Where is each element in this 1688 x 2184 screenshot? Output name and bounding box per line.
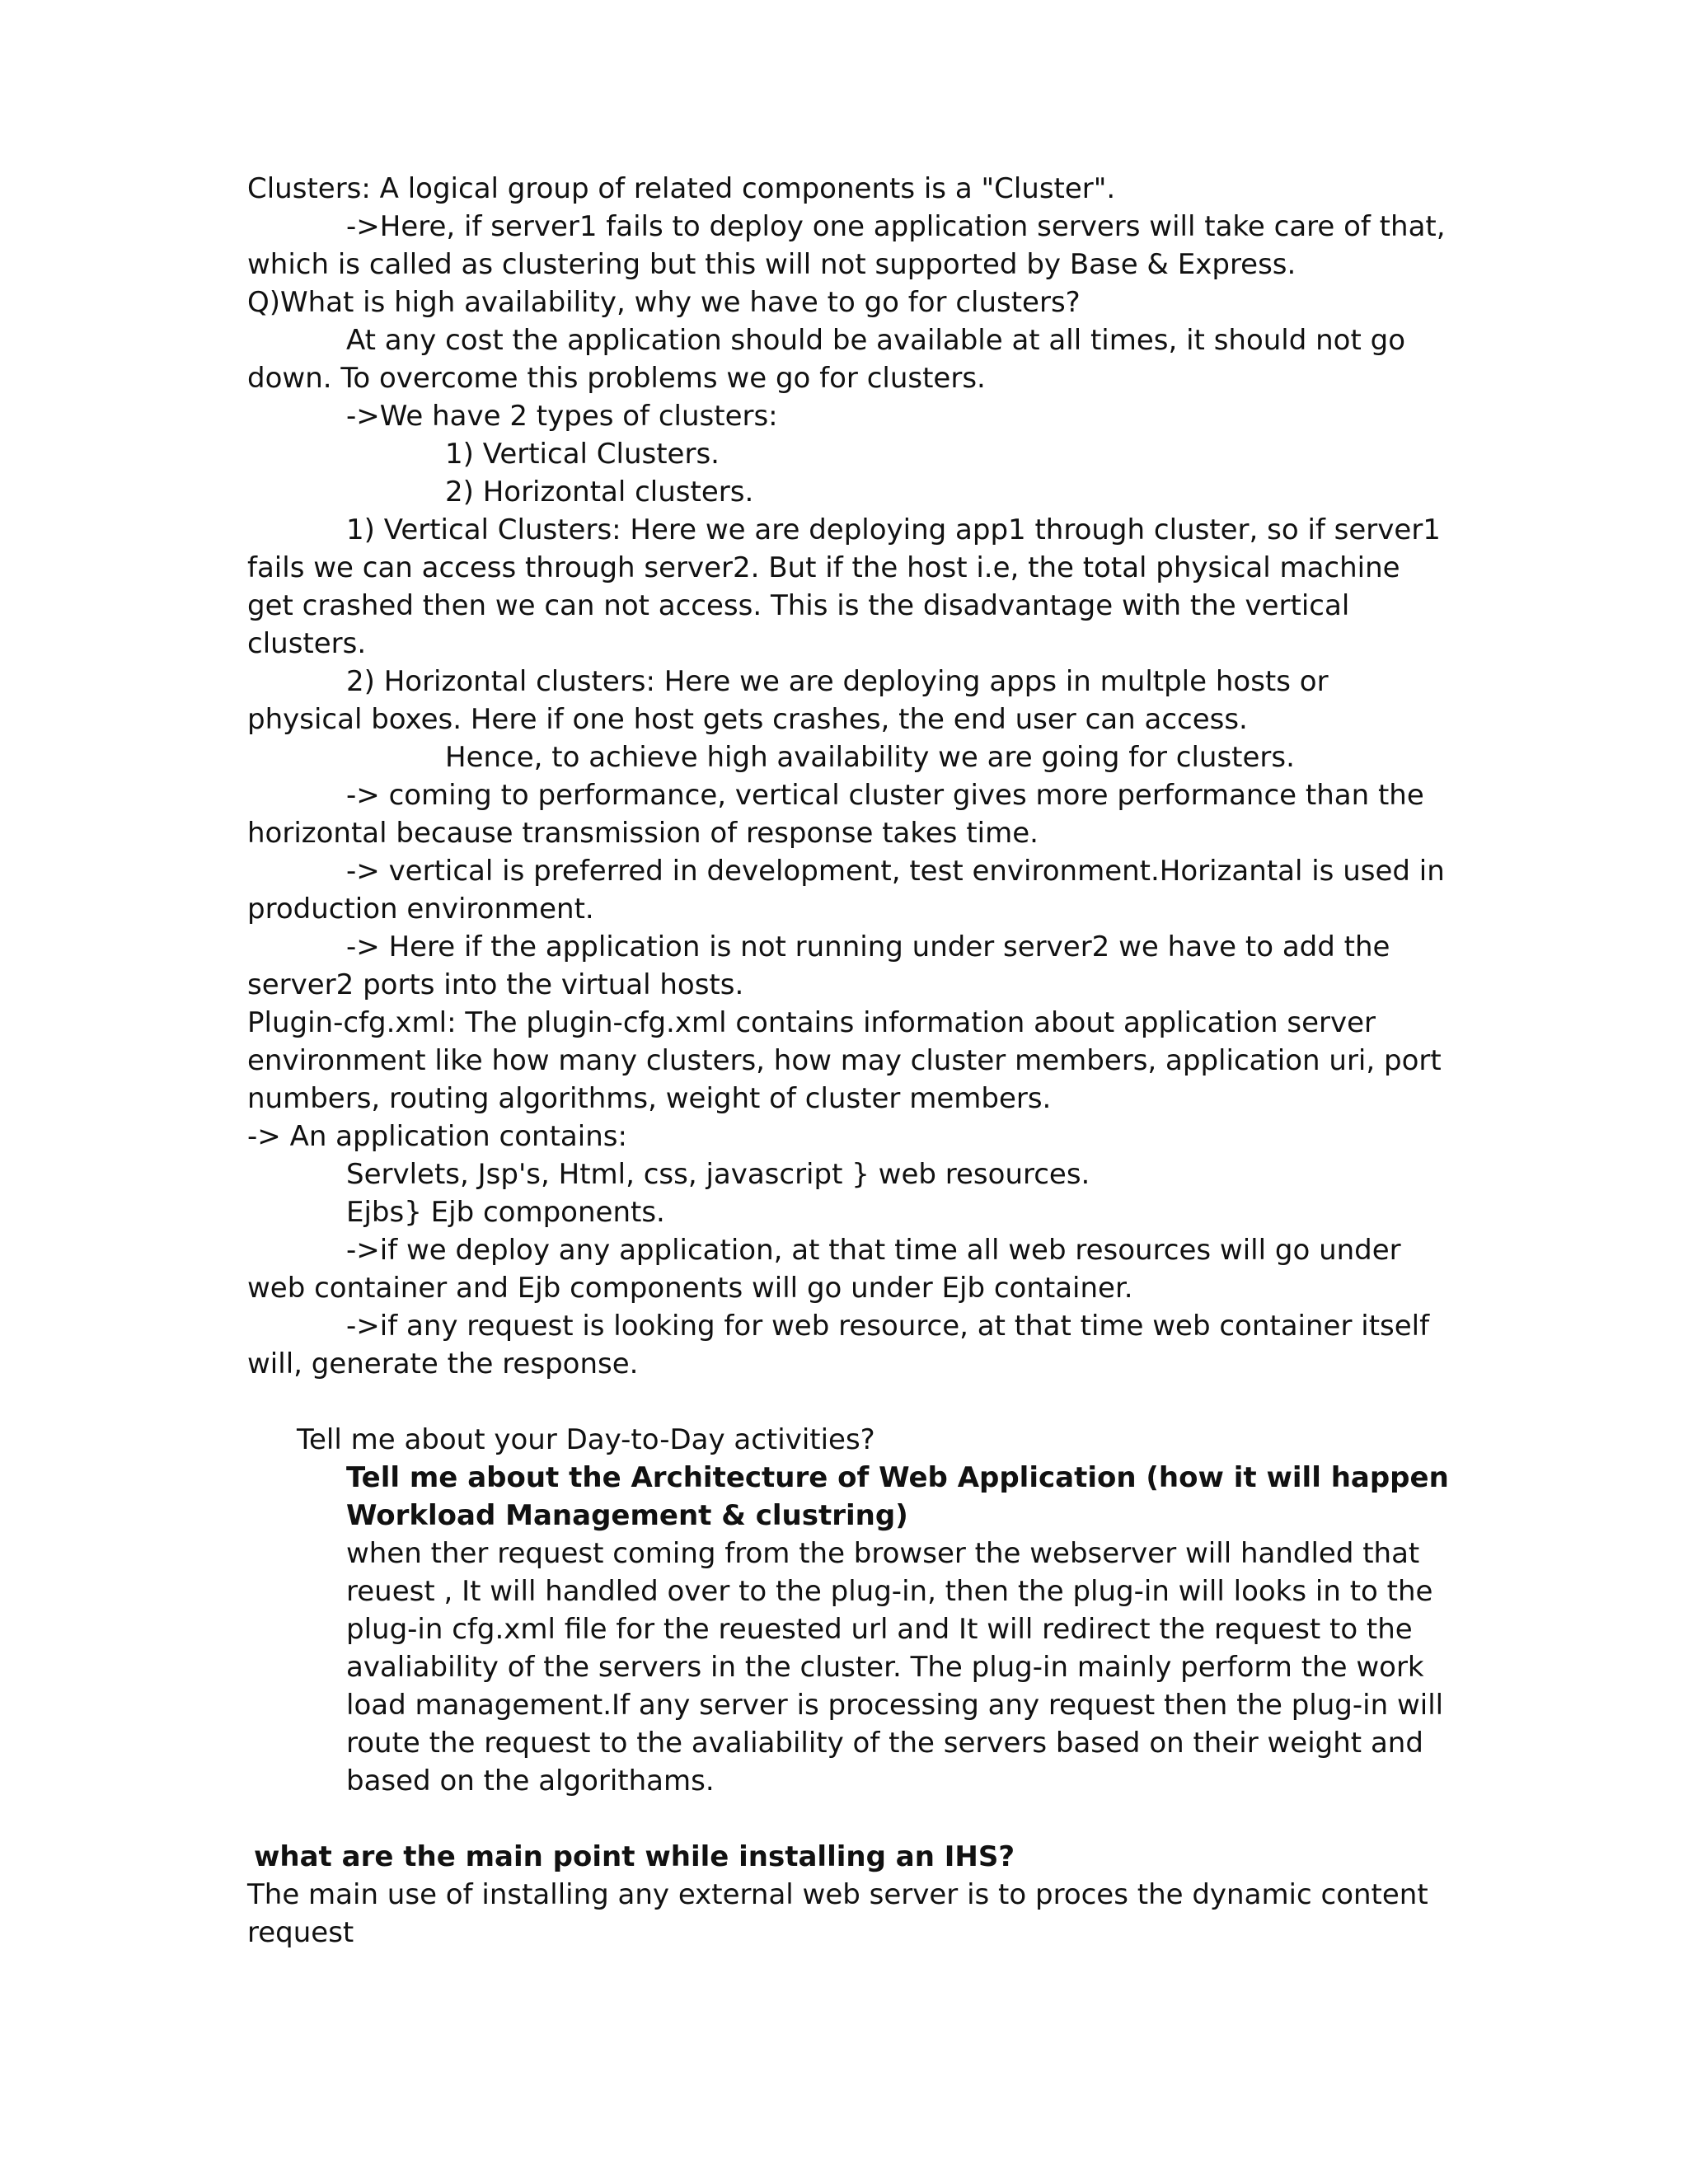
- text-line: clusters.: [247, 627, 367, 660]
- text-line: web container and Ejb components will go under Ejb container.: [247, 1272, 1133, 1305]
- text-line: request: [247, 1916, 354, 1949]
- text-line: ->Here, if server1 fails to deploy one application servers will take care of that,: [346, 210, 1446, 243]
- text-line: will, generate the response.: [247, 1347, 639, 1380]
- text-line: physical boxes. Here if one host gets crashes, the end user can access.: [247, 703, 1248, 736]
- text-line: -> Here if the application is not running under server2 we have to add the: [346, 930, 1390, 963]
- text-line: which is called as clustering but this will not supported by Base & Express.: [247, 248, 1296, 281]
- text-line: down. To overcome this problems we go for clusters.: [247, 362, 986, 395]
- text-line: 2) Horizontal clusters: Here we are deploying apps in multple hosts or: [346, 665, 1329, 698]
- text-line: -> An application contains:: [247, 1120, 627, 1153]
- text-line: ->We have 2 types of clusters:: [346, 400, 778, 433]
- text-line: ->if any request is looking for web resource, at that time web container itself: [346, 1310, 1430, 1343]
- question-line: Tell me about your Day-to-Day activities?: [297, 1423, 875, 1456]
- text-line: plug-in cfg.xml file for the reuested url and It will redirect the request to the: [346, 1613, 1413, 1646]
- question-line: Q)What is high availability, why we have to go for clusters?: [247, 286, 1081, 319]
- text-line: Ejbs} Ejb components.: [346, 1196, 665, 1229]
- text-line: -> coming to performance, vertical cluster gives more performance than the: [346, 779, 1424, 812]
- text-line: ->if we deploy any application, at that time all web resources will go under: [346, 1234, 1401, 1267]
- section-heading: Tell me about the Architecture of Web Application (how it will happen: [346, 1461, 1449, 1494]
- text-line: production environment.: [247, 893, 594, 926]
- text-line: Hence, to achieve high availability we are going for clusters.: [445, 741, 1295, 774]
- text-line: horizontal because transmission of response takes time.: [247, 817, 1039, 850]
- list-item: 1) Vertical Clusters.: [445, 438, 720, 471]
- text-line: load management.If any server is processing any request then the plug-in will: [346, 1689, 1444, 1722]
- text-line: based on the algorithams.: [346, 1765, 715, 1797]
- text-line: 1) Vertical Clusters: Here we are deploying app1 through cluster, so if server1: [346, 513, 1441, 546]
- text-line: numbers, routing algorithms, weight of cluster members.: [247, 1082, 1052, 1115]
- text-line: Clusters: A logical group of related components is a "Cluster".: [247, 172, 1116, 205]
- text-line: route the request to the avaliability of the servers based on their weight and: [346, 1727, 1423, 1760]
- list-item: 2) Horizontal clusters.: [445, 476, 754, 509]
- section-heading: what are the main point while installing an IHS?: [254, 1840, 1015, 1873]
- text-line: At any cost the application should be available at all times, it should not go: [346, 324, 1406, 357]
- section-heading: Workload Management & clustring): [346, 1499, 908, 1532]
- text-line: reuest , It will handled over to the plug-in, then the plug-in will looks in to the: [346, 1575, 1433, 1608]
- text-line: avaliability of the servers in the cluster. The plug-in mainly perform the work: [346, 1651, 1424, 1684]
- text-line: Plugin-cfg.xml: The plugin-cfg.xml contains information about application server: [247, 1006, 1376, 1039]
- text-line: get crashed then we can not access. This is the disadvantage with the vertical: [247, 589, 1350, 622]
- text-line: fails we can access through server2. But if the host i.e, the total physical machine: [247, 551, 1400, 584]
- text-line: -> vertical is preferred in development, test environment.Horizantal is used in: [346, 855, 1445, 888]
- text-line: environment like how many clusters, how may cluster members, application uri, port: [247, 1044, 1442, 1077]
- text-line: The main use of installing any external web server is to proces the dynamic content: [247, 1878, 1428, 1911]
- text-line: server2 ports into the virtual hosts.: [247, 968, 744, 1001]
- text-line: when ther request coming from the browser the webserver will handled that: [346, 1537, 1420, 1570]
- text-line: Servlets, Jsp's, Html, css, javascript } web resources.: [346, 1158, 1090, 1191]
